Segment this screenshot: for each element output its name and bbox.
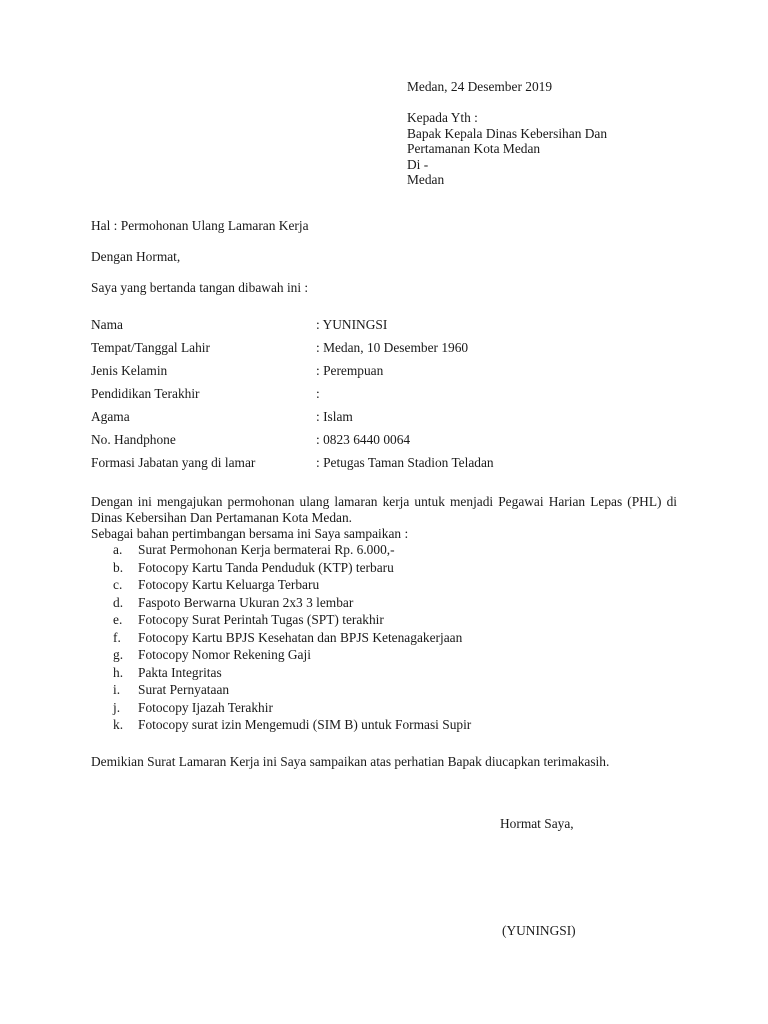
list-marker: e. [113,612,123,627]
signoff: Hormat Saya, [500,816,574,831]
list-marker: f. [113,629,121,645]
recipient-line: Kepada Yth : [407,110,478,125]
letter-greeting: Dengan Hormat, [91,249,181,264]
list-text: Faspoto Berwarna Ukuran 2x3 3 lembar [138,594,354,610]
identity-value: : Petugas Taman Stadion Teladan [316,455,494,470]
identity-table [91,317,651,478]
list-marker: d. [113,594,124,610]
recipient-line: Bapak Kepala Dinas Kebersihan Dan [407,125,608,141]
list-marker: c. [113,577,123,592]
identity-label: Jenis Kelamin [91,363,168,378]
list-text: Fotocopy Kartu Tanda Penduduk (KTP) terbaru [138,559,394,575]
list-marker: g. [113,647,124,662]
identity-value: : 0823 6440 0064 [316,432,411,447]
list-text: Pakta Integritas [138,664,222,680]
letter-date: Medan, 24 Desember 2019 [407,79,553,94]
list-text: Surat Permohonan Kerja bermaterai Rp. 6.000,- [138,542,395,557]
identity-row [91,363,651,386]
identity-value: : Islam [316,409,353,424]
identity-value: : Perempuan [316,363,384,378]
consideration-line: Sebagai bahan pertimbangan bersama ini Saya sampaikan : [91,526,409,541]
identity-row [91,386,651,409]
recipient-address [407,110,607,188]
identity-label: Agama [91,409,130,424]
identity-label: No. Handphone [91,432,176,447]
identity-label: Formasi Jabatan yang di lamar [91,455,256,470]
list-text: Fotocopy Kartu Keluarga Terbaru [138,577,320,592]
identity-label: Pendidikan Terakhir [91,386,200,401]
list-marker: a. [113,542,123,557]
list-text: Fotocopy Surat Perintah Tugas (SPT) terakhir [138,612,384,627]
recipient-line: Pertamanan Kota Medan [407,141,541,156]
identity-value: : Medan, 10 Desember 1960 [316,340,469,355]
list-text: Fotocopy Nomor Rekening Gaji [138,647,311,662]
identity-label: Nama [91,317,123,332]
list-marker: i. [113,682,121,697]
identity-row [91,409,651,432]
letter-intro: Saya yang bertanda tangan dibawah ini : [91,280,309,295]
identity-label: Tempat/Tanggal Lahir [91,340,210,355]
list-marker: h. [113,664,124,680]
identity-value: : YUNINGSI [316,317,388,332]
list-marker: j. [113,699,121,715]
list-text: Fotocopy Ijazah Terakhir [138,699,273,715]
list-text: Fotocopy Kartu BPJS Kesehatan dan BPJS Ketenagakerjaan [138,629,463,645]
identity-value: : [316,386,320,401]
list-marker: b. [113,559,124,575]
signature-name: (YUNINGSI) [502,923,576,938]
identity-row [91,340,651,363]
body-paragraph: Dengan ini mengajukan permohonan ulang lamaran kerja untuk menjadi Pegawai Harian Lepas (PHL) di Dinas Kebersihan Dan Pertamanan Kota Medan. [91,494,677,525]
letter-subject: Hal : Permohonan Ulang Lamaran Kerja [91,218,309,233]
list-marker: k. [113,717,124,732]
closing-paragraph: Demikian Surat Lamaran Kerja ini Saya sampaikan atas perhatian Bapak diucapkan terimakasih. [91,754,610,769]
identity-row [91,455,651,478]
recipient-line: Medan [407,172,445,187]
list-text: Surat Pernyataan [138,682,230,697]
identity-row [91,432,651,455]
recipient-line: Di - [407,156,429,172]
identity-row [91,317,651,340]
list-text: Fotocopy surat izin Mengemudi (SIM B) untuk Formasi Supir [138,717,472,732]
